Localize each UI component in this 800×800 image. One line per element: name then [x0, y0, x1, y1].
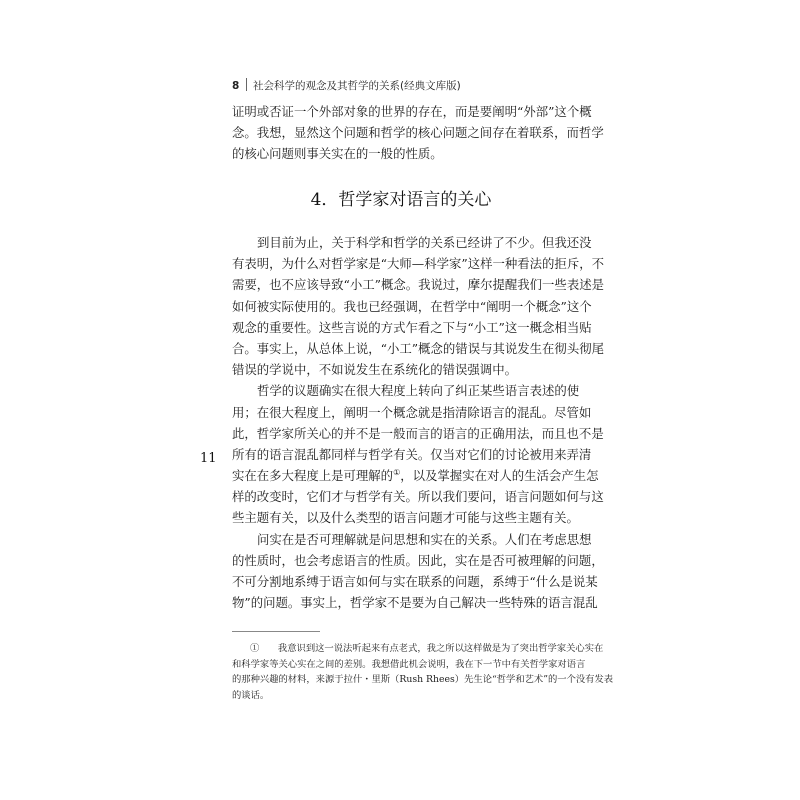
footnote-mark: ① [250, 643, 260, 654]
text-line: 到目前为止，关于科学和哲学的关系已经讲了不少。但我还没 [257, 235, 592, 250]
text-line: 合。事实上，从总体上说，“小工”概念的错误与其说发生在彻头彻尾 [232, 340, 604, 356]
text-line: 些主题有关，以及什么类型的语言问题才可能与这些主题有关。 [232, 510, 579, 526]
text-line: 证明或否证一个外部对象的世界的存在，而是要阐明“外部”这个概 [232, 104, 592, 119]
header-divider [246, 78, 247, 91]
margin-page-number: 11 [200, 451, 217, 466]
text-line: 错误的学说中，不如说发生在系统化的错误强调中。 [232, 362, 517, 378]
text-span: ，以及掌握实在对人的生活会产生怎 [400, 468, 599, 484]
footnote-text: 我意识到这一说法听起来有点老式，我之所以这样做是为了突出哲学家关心实在 [277, 643, 604, 654]
text-line: 念。我想，显然这个问题和哲学的核心问题之间存在着联系，而哲学 [232, 125, 604, 141]
text-line: 用；在很大程度上，阐明一个概念就是指清除语言的混乱。尽管如 [232, 404, 592, 420]
text-line: 样的改变时，它们才与哲学有关。所以我们要问，语言问题如何与这 [232, 489, 604, 505]
running-title: 社会科学的观念及其哲学的关系(经典文库版) [253, 80, 461, 92]
text-line: 哲学的议题确实在很大程度上转向了纠正某些语言表述的使 [257, 383, 580, 399]
footnote-reference[interactable]: ① [393, 467, 401, 477]
text-line: 问实在是否可理解就是问思想和实在的关系。人们在考虑思想 [257, 531, 592, 547]
top-paragraph [232, 101, 604, 165]
footnote-line: 的那种兴趣的材料，来源于拉什・里斯（Rush Rhees）先生论“哲学和艺术”的一个没有发表 [232, 674, 614, 685]
text-span: 实在在多大程度上是可理解的 [232, 468, 394, 484]
text-line [232, 465, 599, 486]
running-header [232, 77, 592, 95]
page-number: 8 [232, 80, 240, 92]
text-line: 物”的问题。事实上，哲学家不是要为自己解决一些特殊的语言混乱 [232, 595, 598, 611]
footnote-line [232, 641, 604, 657]
text-line: 所有的语言混乱都同样与哲学有关。仅当对它们的讨论被用来弄清 [232, 446, 592, 462]
text-line: 的核心问题则事关实在的一般的性质。 [232, 146, 443, 162]
text-line: 有表明，为什么对哲学家是“大师—科学家”这样一种看法的拒斥，不 [232, 256, 604, 272]
footnote [232, 641, 614, 703]
text-line: 如何被实际使用的。我也已经强调，在哲学中“阐明一个概念”这个 [232, 298, 592, 314]
text-line: 不可分割地系缚于语言如何与实在联系的问题，系缚于“什么是说某 [232, 574, 598, 589]
text-line: 的性质时，也会考虑语言的性质。因此，实在是否可被理解的问题， [232, 552, 604, 568]
section-title: 4．哲学家对语言的关心 [310, 190, 492, 210]
footnote-line: 的谈话。 [232, 689, 270, 701]
footnote-divider [232, 631, 320, 632]
paragraph-1 [232, 232, 604, 613]
text-line: 此，哲学家所关心的并不是一般而言的语言的正确用法，而且也不是 [232, 425, 604, 441]
text-line: 观念的重要性。这些言说的方式乍看之下与“小工”这一概念相当贴 [232, 319, 592, 335]
footnote-line: 和科学家等关心实在之间的差别。我想借此机会说明，我在下一节中有关哲学家对语言 [232, 658, 586, 670]
text-line: 需要，也不应该导致“小工”概念。我说过，摩尔提醒我们一些表述是 [232, 277, 604, 293]
